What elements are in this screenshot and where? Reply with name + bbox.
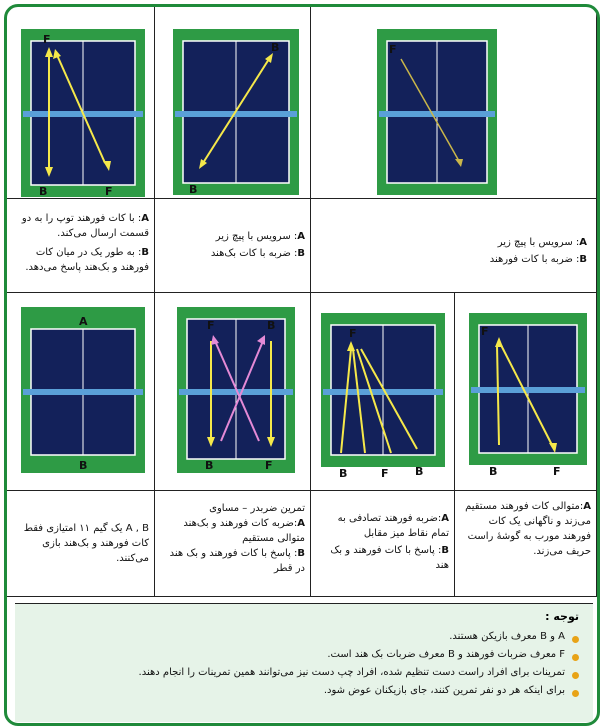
- t5-bl-label: B: [205, 459, 214, 472]
- desc-text: :ضربه کات فورهند و بک‌هند متوالی مستقیم: [183, 518, 305, 544]
- bullet-icon: [572, 636, 579, 643]
- t3-top-label: F: [389, 43, 397, 56]
- desc-pre: تمرین ضربدر – مساوی: [209, 503, 305, 514]
- table-diagram-6: [321, 313, 445, 479]
- t2-bl-label: B: [189, 183, 198, 195]
- table-diagram-4: [21, 307, 145, 473]
- desc-text: : پاسخ با کات فورهند و بک هند در قطر: [169, 548, 305, 574]
- letter-a: A: [579, 237, 587, 248]
- desc-text: : سرویس با پیچ زیر: [215, 231, 298, 242]
- t7-bl-label: B: [489, 465, 498, 478]
- notes-panel: [15, 603, 593, 722]
- note-item: A و B معرف بازیکن هستند.: [449, 631, 565, 642]
- top-desc-2: [161, 229, 305, 261]
- t6-bl-label: B: [339, 467, 348, 479]
- table-diagram-7: [469, 313, 587, 479]
- desc-text: :متوالی کات فورهند مستقیم می‌زند و ناگهانی یک کات فورهند مورب به گوشهٔ راست حریف می‌زند.: [465, 501, 591, 557]
- t4-bottom-label: B: [79, 459, 88, 472]
- letter-a: A: [141, 213, 149, 224]
- t6-bm-label: F: [381, 467, 389, 479]
- desc-text: : ضربه با کات فورهند: [489, 254, 580, 265]
- letter-a: A: [583, 501, 591, 512]
- desc-text: : سرویس با پیچ زیر: [497, 237, 580, 248]
- letter-b: B: [141, 247, 149, 258]
- page-frame: [4, 4, 600, 726]
- t6-tl-label: F: [349, 327, 357, 340]
- desc-text: : با کات فورهند توپ را به دو قسمت ارسال می‌کند.: [21, 213, 149, 239]
- t1-top-label: F: [43, 33, 51, 46]
- t5-tr-label: B: [267, 319, 276, 332]
- bullet-icon: [572, 654, 579, 661]
- t4-top-label: A: [79, 315, 88, 328]
- desc-text: : به طور یک در میان کات فورهند و بک‌هند پاسخ می‌دهد.: [25, 247, 149, 273]
- bullet-icon: [572, 672, 579, 679]
- t1-bl-label: B: [39, 185, 48, 197]
- desc-text: : پاسخ با کات فورهند و بک هند: [330, 545, 449, 571]
- letter-b: B: [579, 254, 587, 265]
- letter-a: A: [297, 518, 305, 529]
- note-item: F معرف ضربات فورهند و B معرف ضربات بک هند است.: [327, 649, 565, 660]
- letter-b: B: [297, 248, 305, 259]
- letter-b: B: [441, 545, 449, 556]
- desc-text: : ضربه با کات بک‌هند: [210, 248, 298, 259]
- t2-top-label: B: [271, 41, 280, 54]
- note-item: برای اینکه هر دو نفر تمرین کنند، جای بازیکنان عوض شود.: [323, 685, 565, 696]
- t5-br-label: F: [265, 459, 273, 472]
- bottom-desc-1: [13, 521, 149, 566]
- table-diagram-1: [21, 29, 145, 197]
- bullet-icon: [572, 690, 579, 697]
- t7-tl-label: F: [481, 325, 489, 338]
- notes-title: توجه :: [545, 610, 579, 623]
- bottom-desc-2: [161, 501, 305, 576]
- t7-br-label: F: [553, 465, 561, 478]
- bottom-desc-3: [317, 511, 449, 573]
- t5-tl-label: F: [207, 319, 215, 332]
- desc-text: :ضربه فورهند تصادفی به تمام نقاط میز مقابل: [337, 513, 449, 539]
- table-diagram-3: [377, 29, 497, 195]
- letter-a: A: [297, 231, 305, 242]
- note-item: تمرینات برای افراد راست دست تنظیم شده، افراد چپ دست نیز می‌توانند همین تمرینات را انجام دهند.: [138, 667, 565, 678]
- table-diagram-2: [173, 29, 299, 195]
- top-desc-1: [13, 211, 149, 275]
- desc-text: A , B یک گیم ۱۱ امتیازی فقط کات فورهند و بک‌هند بازی می‌کنند.: [23, 523, 149, 564]
- t1-br-label: F: [105, 185, 113, 197]
- bottom-desc-4: [461, 499, 591, 559]
- table-diagram-5: [177, 307, 295, 473]
- t6-br-label: B: [415, 465, 424, 478]
- letter-b: B: [297, 548, 305, 559]
- letter-a: A: [441, 513, 449, 524]
- top-desc-3: [317, 235, 587, 267]
